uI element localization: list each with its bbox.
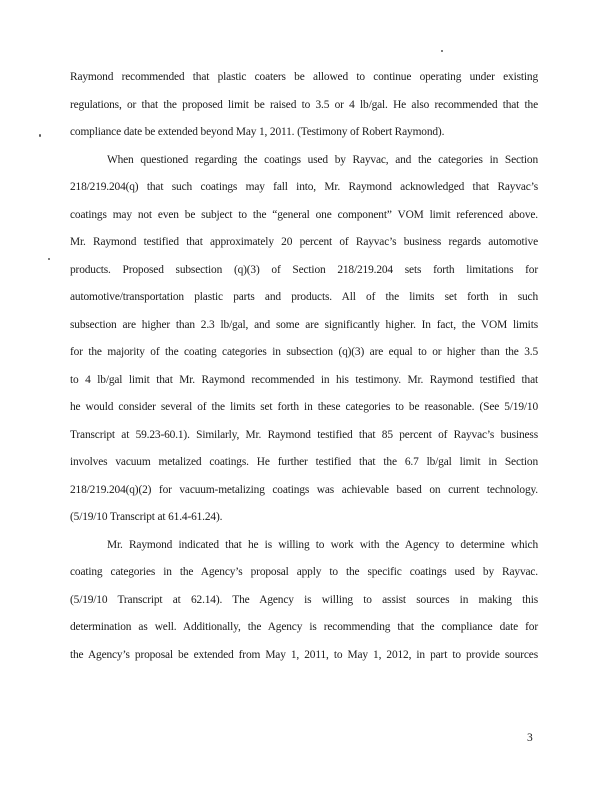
scan-speck <box>39 134 41 137</box>
text-line: Mr. Raymond indicated that he is willing to work with the Agency to determine which <box>107 538 538 551</box>
text-line: coatings may not even be subject to the “general one component” VOM limit referenced above. <box>70 208 538 221</box>
body-text <box>70 64 538 669</box>
text-line: automotive/transportation plastic parts and products. All of the limits set forth in such <box>70 291 538 303</box>
text-line: subsection are higher than 2.3 lb/gal, and some are significantly higher. In fact, the VOM limits <box>70 318 538 331</box>
text-line: compliance date be extended beyond May 1, 2011. (Testimony of Robert Raymond). <box>70 126 445 138</box>
text-line: he would consider several of the limits set forth in these categories to be reasonable. (See 5/19/10 <box>70 401 538 413</box>
text-line: regulations, or that the proposed limit be raised to 3.5 or 4 lb/gal. He also recommended that the <box>70 98 538 111</box>
paragraph-2 <box>70 147 538 532</box>
text-line: Transcript at 59.23-60.1). Similarly, Mr. Raymond testified that 85 percent of Rayvac’s business <box>70 428 538 441</box>
text-line: determination as well. Additionally, the Agency is recommending that the compliance date for <box>70 621 538 633</box>
text-line: 218/219.204(q) that such coatings may fall into, Mr. Raymond acknowledged that Rayvac’s <box>70 181 538 193</box>
text-line: Mr. Raymond testified that approximately 20 percent of Rayvac’s business regards automotive <box>70 236 538 248</box>
scan-speck <box>441 50 443 52</box>
text-line: Raymond recommended that plastic coaters be allowed to continue operating under existing <box>70 71 538 83</box>
text-line: 218/219.204(q)(2) for vacuum-metalizing coatings was achievable based on current technology. <box>70 483 538 496</box>
text-line: (5/19/10 Transcript at 61.4-61.24). <box>70 511 223 523</box>
paragraph-1 <box>70 64 538 147</box>
text-line: When questioned regarding the coatings used by Rayvac, and the categories in Section <box>107 153 538 166</box>
text-line: involves vacuum metalized coatings. He further testified that the 6.7 lb/gal limit in Section <box>70 456 538 468</box>
paragraph-3 <box>70 532 538 670</box>
text-line: coating categories in the Agency’s proposal apply to the specific coatings used by Rayvac. <box>70 566 538 578</box>
text-line: (5/19/10 Transcript at 62.14). The Agency is willing to assist sources in making this <box>70 593 538 606</box>
text-line: the Agency’s proposal be extended from May 1, 2011, to May 1, 2012, in part to provide sources <box>70 648 538 661</box>
text-line: for the majority of the coating categories in subsection (q)(3) are equal to or higher than the 3.5 <box>70 346 538 358</box>
page-number: 3 <box>527 732 533 744</box>
scan-speck <box>48 258 50 260</box>
text-line: to 4 lb/gal limit that Mr. Raymond recommended in his testimony. Mr. Raymond testified that <box>70 373 538 386</box>
text-line: products. Proposed subsection (q)(3) of Section 218/219.204 sets forth limitations for <box>70 263 538 276</box>
